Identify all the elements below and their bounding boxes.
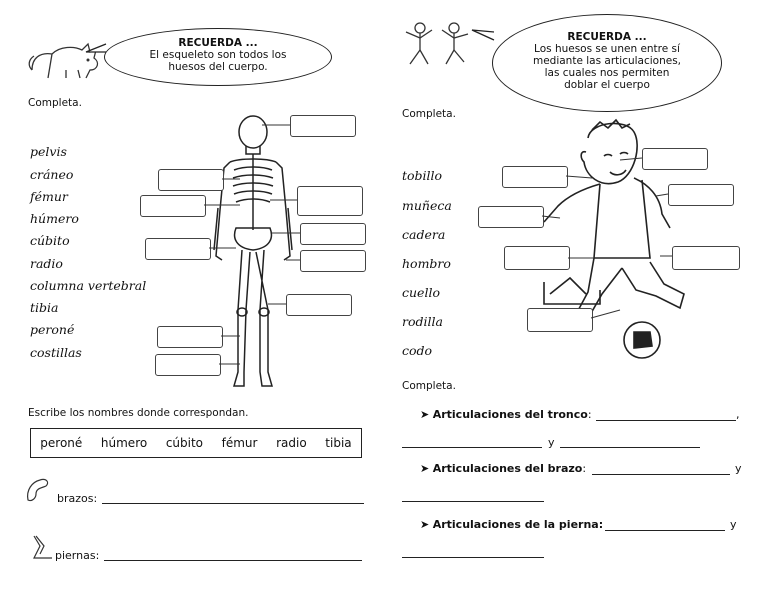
answer-box[interactable] [502, 166, 568, 188]
answer-box[interactable] [672, 246, 740, 270]
word-bank-item: tibia [325, 436, 352, 450]
arm-answer-line-1[interactable] [592, 474, 730, 475]
word-bank-item: cúbito [165, 436, 204, 450]
joint-word: cuello [402, 285, 440, 300]
arrow-bullet-icon: ➤ [420, 408, 433, 421]
answer-box[interactable] [478, 206, 544, 228]
bone-word: tibia [30, 300, 59, 315]
bone-word: húmero [30, 211, 79, 226]
arm-answer-line-2[interactable] [402, 501, 544, 502]
dancing-skeletons-drawing [402, 18, 478, 68]
arm-icon [24, 476, 54, 504]
joint-word: codo [402, 343, 433, 358]
arm-joints-question: ➤ Articulaciones del brazo: [420, 462, 587, 475]
arms-label: brazos: [57, 492, 98, 505]
joint-word: hombro [402, 256, 451, 271]
bone-word: costillas [30, 345, 82, 360]
joint-word: cadera [402, 227, 446, 242]
remember-line: doblar el cuerpo [564, 79, 650, 91]
arrow-bullet-icon: ➤ [420, 518, 433, 531]
answer-box[interactable] [642, 148, 708, 170]
trunk-joints-question: ➤ Articulaciones del tronco: [420, 408, 592, 421]
leg-icon [26, 534, 56, 562]
bone-word: pelvis [30, 144, 67, 159]
word-bank-item: radio [276, 436, 307, 450]
answer-box[interactable] [286, 294, 352, 316]
answer-box[interactable] [140, 195, 206, 217]
and-text: y [730, 518, 737, 531]
remember-line: El esqueleto son todos los [149, 49, 287, 61]
remember-title: RECUERDA ... [567, 31, 647, 43]
legs-label: piernas: [55, 549, 100, 562]
answer-box[interactable] [300, 223, 366, 245]
remember-bubble-left [104, 28, 332, 86]
answer-box[interactable] [527, 308, 593, 332]
bone-word: fémur [30, 189, 68, 204]
instruction-write-names: Escribe los nombres donde correspondan. [28, 407, 249, 419]
bone-word: peroné [30, 322, 75, 337]
and-text: y [548, 436, 555, 449]
remember-line: huesos del cuerpo. [168, 61, 268, 73]
trunk-answer-line-3[interactable] [560, 447, 700, 448]
arm-joints-label: Articulaciones del brazo [432, 462, 583, 475]
bubble-tail [84, 42, 108, 56]
answer-box[interactable] [157, 326, 223, 348]
instruction-complete-right: Completa. [402, 108, 456, 120]
bone-word: columna vertebral [30, 278, 147, 293]
remember-bubble-right [492, 14, 722, 112]
answer-box[interactable] [504, 246, 570, 270]
word-bank [30, 428, 362, 458]
bone-word: cúbito [30, 233, 70, 248]
leg-answer-line-1[interactable] [605, 530, 725, 531]
legs-answer-line[interactable] [104, 560, 362, 561]
trunk-joints-label: Articulaciones del tronco [432, 408, 588, 421]
remember-line: Los huesos se unen entre sí [534, 43, 680, 55]
word-bank-item: peroné [40, 436, 83, 450]
remember-line: mediante las articulaciones, [532, 55, 682, 67]
leg-answer-line-2[interactable] [402, 557, 544, 558]
joint-word: tobillo [402, 168, 443, 183]
instruction-complete-left: Completa. [28, 97, 82, 109]
trunk-answer-line-1[interactable] [596, 420, 736, 421]
answer-box[interactable] [158, 169, 224, 191]
answer-box[interactable] [145, 238, 211, 260]
arrow-bullet-icon: ➤ [420, 462, 433, 475]
trunk-answer-line-2[interactable] [402, 447, 542, 448]
leg-joints-question [420, 518, 603, 531]
and-text: y [735, 462, 742, 475]
bone-word: cráneo [30, 167, 74, 182]
bone-word: radio [30, 256, 63, 271]
answer-box[interactable] [290, 115, 356, 137]
instruction-complete-joints: Completa. [402, 380, 456, 392]
remember-title: RECUERDA ... [178, 37, 258, 49]
comma-text: , [736, 408, 740, 421]
answer-box[interactable] [155, 354, 221, 376]
answer-box[interactable] [668, 184, 734, 206]
word-bank-item: húmero [100, 436, 148, 450]
answer-box[interactable] [300, 250, 366, 272]
arms-answer-line[interactable] [102, 503, 364, 504]
bubble-tail [470, 28, 496, 42]
joint-word: rodilla [402, 314, 443, 329]
joint-word: muñeca [402, 198, 452, 213]
leg-joints-label: Articulaciones de la pierna: [432, 518, 604, 531]
remember-line: las cuales nos permiten [544, 67, 670, 79]
word-bank-item: fémur [221, 436, 258, 450]
cat-drawing [26, 32, 106, 82]
answer-box[interactable] [297, 186, 363, 216]
